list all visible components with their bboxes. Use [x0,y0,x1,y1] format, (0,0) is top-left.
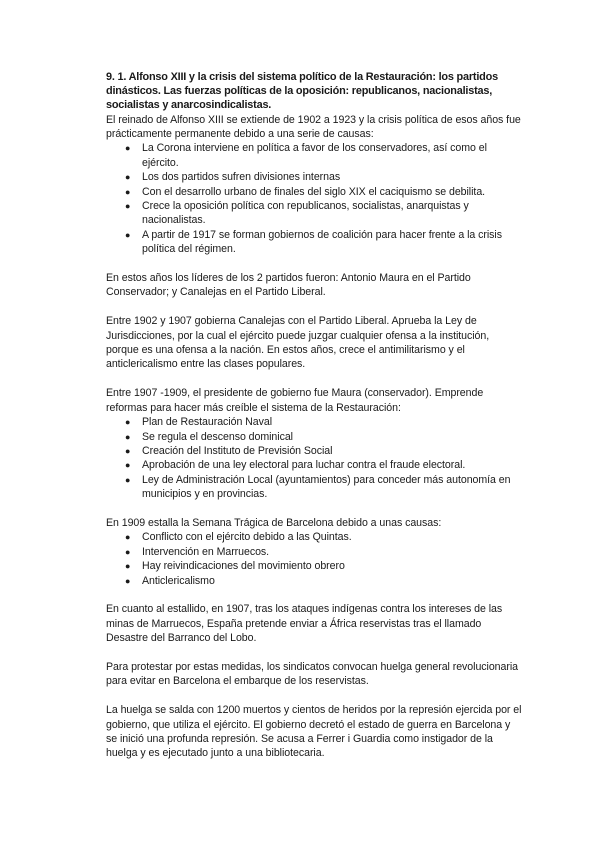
canalejas-paragraph: Entre 1902 y 1907 gobierna Canalejas con el Partido Liberal. Aprueba la Ley de Jurisdicciones, por la cual el ejército puede juzgar cualquier ofensa a la institución, porque es una ofensa a la nación. En estos años, crece el antimilitarismo y el anticlericalismo entre las clases populares. [106,315,490,371]
list-item [106,545,522,559]
intro-paragraph: El reinado de Alfonso XIII se extiende de 1902 a 1923 y la crisis política de esos años fue prácticamente permanente debido a una serie de causas: [106,113,521,141]
list-item [106,430,522,444]
list-item [106,444,522,458]
list-item-text: Ley de Administración Local (ayuntamientos) para conceder más autonomía en municipios y en provincias. [142,473,511,501]
represion-paragraph: La huelga se salda con 1200 muertos y cientos de heridos por la represión ejercida por el gobierno, que utiliza el ejército. El gobierno decretó el estado de guerra en Barcelona y se inició una profunda represión. Se acusa a Ferrer i Guardia como instigador de la huelga y es ejecutado junto a una bibliotecaria. [106,704,522,760]
list-item [106,530,522,544]
bullet-icon: ● [125,172,131,183]
list-item-text: Hay reivindicaciones del movimiento obrero [142,560,345,573]
bullet-icon: ● [125,575,131,586]
document-page [106,70,522,761]
paragraph-gap [106,502,522,516]
section-heading: 9. 1. Alfonso XIII y la crisis del sistema político de la Restauración: los partidos dinásticos. Las fuerzas políticas de la oposición: republicanos, nacionalistas, socialistas y anarcosindicalistas. [106,71,498,112]
list-item-text: Aprobación de una ley electoral para luchar contra el fraude electoral. [142,459,466,472]
list-item-text: Creación del Instituto de Previsión Social [142,444,333,457]
list-item [106,170,522,184]
list-item-text: Plan de Restauración Naval [142,416,273,429]
bullet-icon: ● [125,546,131,557]
paragraph-gap [106,372,522,386]
semana-causes-list [106,530,522,588]
list-item [106,228,522,257]
paragraph-gap [106,300,522,314]
list-item [106,458,522,472]
bullet-icon: ● [125,143,131,154]
paragraph-gap [106,689,522,703]
paragraph-gap [106,257,522,271]
list-item [106,574,522,588]
list-item [106,559,522,573]
bullet-icon: ● [125,474,131,485]
causes-list [106,141,522,256]
estallido-paragraph: En cuanto al estallido, en 1907, tras los ataques indígenas contra los intereses de las minas de Marruecos, España pretende enviar a África reservistas tras el llamado Desastre del Barranco del Lobo. [106,603,503,645]
paragraph-gap [106,588,522,602]
bullet-icon: ● [125,532,131,543]
bullet-icon: ● [125,561,131,572]
list-item-text: Se regula el descenso dominical [142,430,293,443]
semana-tragica-paragraph: En 1909 estalla la Semana Trágica de Barcelona debido a unas causas: [106,516,442,529]
bullet-icon: ● [125,445,131,456]
list-item [106,473,522,502]
bullet-icon: ● [125,186,131,197]
reforms-list [106,415,522,501]
huelga-paragraph: Para protestar por estas medidas, los sindicatos convocan huelga general revolucionaria para evitar en Barcelona el embarque de los reservistas. [106,660,518,688]
list-item-text: A partir de 1917 se forman gobiernos de coalición para hacer frente a la crisis política del régimen. [142,228,502,256]
leaders-paragraph: En estos años los líderes de los 2 partidos fueron: Antonio Maura en el Partido Conservador; y Canalejas en el Partido Liberal. [106,272,471,299]
list-item [106,199,522,228]
bullet-icon: ● [125,201,131,212]
list-item [106,185,522,199]
list-item-text: La Corona interviene en política a favor de los conservadores, así como el ejército. [142,142,487,169]
bullet-icon: ● [125,417,131,428]
bullet-icon: ● [125,431,131,442]
list-item-text: Con el desarrollo urbano de finales del siglo XIX el caciquismo se debilita. [142,185,486,198]
list-item-text: Conflicto con el ejército debido a las Quintas. [142,531,352,544]
list-item [106,141,522,170]
list-item-text: Anticlericalismo [142,574,215,587]
list-item [106,415,522,429]
list-item-text: Intervención en Marruecos. [142,545,270,558]
maura-paragraph: Entre 1907 -1909, el presidente de gobierno fue Maura (conservador). Emprende reformas para hacer más creíble el sistema de la Restauración: [106,387,484,414]
paragraph-gap [106,646,522,660]
list-item-text: Crece la oposición política con republicanos, socialistas, anarquistas y nacionalistas. [142,200,469,227]
bullet-icon: ● [125,229,131,240]
bullet-icon: ● [125,460,131,471]
list-item-text: Los dos partidos sufren divisiones internas [142,171,341,184]
